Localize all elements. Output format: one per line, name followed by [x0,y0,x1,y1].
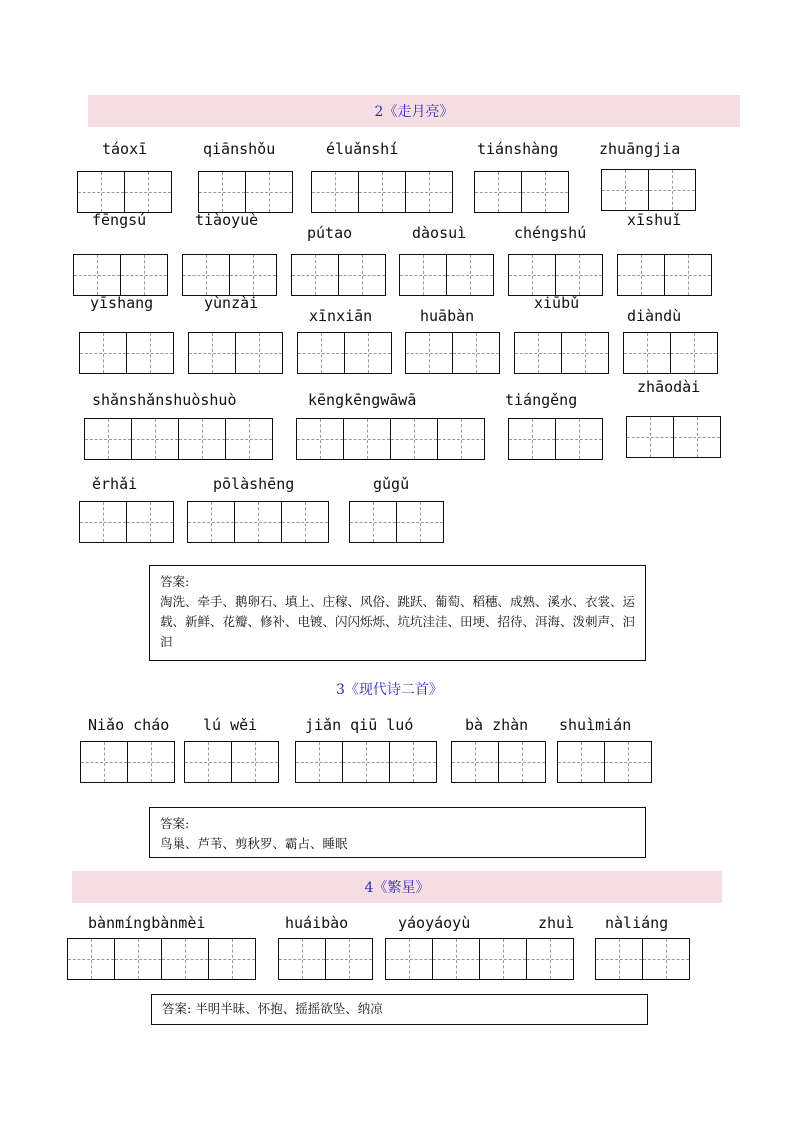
char-cell[interactable] [562,333,609,373]
char-grid[interactable] [405,332,500,374]
char-cell[interactable] [390,742,437,782]
char-cell[interactable] [81,742,128,782]
char-cell[interactable] [189,333,236,373]
char-cell[interactable] [188,502,235,542]
char-grid[interactable] [508,418,603,460]
pinyin-word: chéngshú [514,224,587,242]
char-cell[interactable] [115,939,162,979]
char-cell[interactable] [627,417,674,457]
pinyin-word: éluǎnshí [326,140,399,158]
char-cell[interactable] [68,939,115,979]
pinyin-word: yùnzài [204,294,259,312]
char-cell[interactable] [499,742,546,782]
char-cell[interactable] [183,255,230,295]
pinyin-word: bà zhàn [465,716,529,734]
char-cell[interactable] [605,742,652,782]
pinyin-word: yáoyáoyù [398,914,471,932]
char-cell[interactable] [665,255,712,295]
char-cell[interactable] [343,742,390,782]
char-cell[interactable] [209,939,256,979]
char-cell[interactable] [359,172,406,212]
char-grid[interactable] [557,741,652,783]
char-cell[interactable] [80,502,127,542]
char-cell[interactable] [312,172,359,212]
char-cell[interactable] [282,502,329,542]
pinyin-word: ěrhǎi [92,475,138,493]
pinyin-word: fēngsú [92,211,147,229]
answer-text: 淘洗、牵手、鹅卵石、填上、庄稼、风俗、跳跃、葡萄、稻穗、成熟、溪水、衣裳、运载、新鲜、花瓣、修补、电镀、闪闪烁烁、坑坑洼洼、田埂、招待、洱海、泼刺声、汩汩 [160,594,636,649]
char-cell[interactable] [296,742,343,782]
char-grid[interactable] [623,332,718,374]
pinyin-word: táoxī [102,140,148,158]
char-cell[interactable] [649,170,696,210]
pinyin-word: lú wěi [203,716,258,734]
char-grid[interactable] [184,741,279,783]
char-cell[interactable] [406,172,453,212]
pinyin-word: jiǎn qiū luó [305,716,414,734]
char-cell[interactable] [246,172,293,212]
char-grid[interactable] [311,171,453,213]
section-header-band [88,95,740,127]
char-cell[interactable] [230,255,277,295]
char-grid[interactable] [295,741,437,783]
answer-label: 答案: [162,1001,192,1016]
char-cell[interactable] [447,255,494,295]
char-cell[interactable] [125,172,172,212]
char-cell[interactable] [232,742,279,782]
char-cell[interactable] [624,333,671,373]
char-cell[interactable] [78,172,125,212]
char-cell[interactable] [558,742,605,782]
char-cell[interactable] [298,333,345,373]
pinyin-word: kēngkēngwāwā [308,391,417,409]
char-cell[interactable] [226,419,273,459]
pinyin-word: gǔgǔ [373,475,410,493]
char-cell[interactable] [350,502,397,542]
char-cell[interactable] [344,419,391,459]
char-grid[interactable] [278,938,373,980]
char-cell[interactable] [453,333,500,373]
pinyin-word: tiánshàng [477,140,559,158]
answer-text: 鸟巢、芦苇、剪秋罗、霸占、睡眠 [160,836,348,851]
char-grid[interactable] [595,938,690,980]
char-cell[interactable] [74,255,121,295]
char-grid[interactable] [297,332,392,374]
pinyin-word: bànmíngbànmèi [88,914,206,932]
char-grid[interactable] [80,741,175,783]
char-cell[interactable] [162,939,209,979]
char-cell[interactable] [397,502,444,542]
char-cell[interactable] [85,419,132,459]
char-cell[interactable] [596,939,643,979]
char-cell[interactable] [671,333,718,373]
char-grid[interactable] [617,254,712,296]
section-title: 4《繁星》 [364,880,430,896]
char-cell[interactable] [556,255,603,295]
char-grid[interactable] [385,938,574,980]
char-cell[interactable] [452,742,499,782]
pinyin-word: qiānshǒu [203,140,276,158]
char-cell[interactable] [121,255,168,295]
char-cell[interactable] [386,939,433,979]
pinyin-word: tiàoyuè [195,211,259,229]
char-cell[interactable] [527,939,574,979]
pinyin-word: xiūbǔ [534,294,580,312]
char-cell[interactable] [132,419,179,459]
char-grid[interactable] [79,332,174,374]
pinyin-word: xīnxiān [309,307,373,325]
pinyin-word: shuìmián [559,716,632,734]
char-grid[interactable] [188,332,283,374]
char-cell[interactable] [179,419,226,459]
char-grid[interactable] [187,501,329,543]
char-cell[interactable] [297,419,344,459]
char-grid[interactable] [601,169,696,211]
char-cell[interactable] [509,419,556,459]
char-cell[interactable] [643,939,690,979]
char-cell[interactable] [235,502,282,542]
answer-box [149,565,646,661]
char-grid[interactable] [451,741,546,783]
char-cell[interactable] [438,419,485,459]
char-cell[interactable] [279,939,326,979]
pinyin-word: nàliáng [605,914,669,932]
section-header-band [72,871,722,903]
char-grid[interactable] [514,332,609,374]
char-grid[interactable] [67,938,256,980]
section-title: 2《走月亮》 [374,104,454,120]
char-grid[interactable] [296,418,485,460]
char-cell[interactable] [127,502,174,542]
pinyin-word: yīshang [90,294,154,312]
char-grid[interactable] [508,254,603,296]
char-grid[interactable] [182,254,277,296]
char-grid[interactable] [84,418,273,460]
char-cell[interactable] [128,742,175,782]
char-cell[interactable] [433,939,480,979]
char-cell[interactable] [618,255,665,295]
answer-box [149,807,646,858]
char-cell[interactable] [556,419,603,459]
char-grid[interactable] [291,254,386,296]
char-cell[interactable] [326,939,373,979]
char-cell[interactable] [509,255,556,295]
char-grid[interactable] [77,171,172,213]
char-cell[interactable] [292,255,339,295]
char-cell[interactable] [480,939,527,979]
pinyin-word: diàndù [627,307,682,325]
pinyin-word: shǎnshǎnshuòshuò [92,391,237,409]
pinyin-word: xīshuǐ [627,211,682,229]
pinyin-word: huáibào [285,914,349,932]
pinyin-word: dàosuì [412,224,467,242]
answer-label: 答案: [160,574,190,589]
pinyin-word: Niǎo cháo [88,716,170,734]
section-title: 3《现代诗二首》 [336,682,443,698]
pinyin-word: tiángěng [505,391,578,409]
char-grid[interactable] [474,171,569,213]
char-cell[interactable] [674,417,721,457]
char-grid[interactable] [399,254,494,296]
char-cell[interactable] [199,172,246,212]
char-grid[interactable] [198,171,293,213]
char-cell[interactable] [391,419,438,459]
pinyin-word: zhāodài [637,378,701,396]
char-cell[interactable] [127,333,174,373]
pinyin-word: zhuāngjia [599,140,681,158]
char-cell[interactable] [185,742,232,782]
char-cell[interactable] [345,333,392,373]
char-grid[interactable] [349,501,444,543]
char-cell[interactable] [400,255,447,295]
char-cell[interactable] [602,170,649,210]
char-cell[interactable] [406,333,453,373]
pinyin-word: pútao [307,224,353,242]
char-cell[interactable] [515,333,562,373]
char-cell[interactable] [339,255,386,295]
answer-box [151,994,648,1025]
char-cell[interactable] [522,172,569,212]
char-grid[interactable] [626,416,721,458]
pinyin-word: zhuì [538,914,575,932]
char-cell[interactable] [80,333,127,373]
answer-label: 答案: [160,816,190,831]
pinyin-word: huābàn [420,307,475,325]
char-cell[interactable] [475,172,522,212]
answer-text: 半明半昧、怀抱、摇摇欲坠、纳凉 [195,1001,383,1016]
char-cell[interactable] [236,333,283,373]
pinyin-word: pōlàshēng [213,475,295,493]
char-grid[interactable] [73,254,168,296]
char-grid[interactable] [79,501,174,543]
